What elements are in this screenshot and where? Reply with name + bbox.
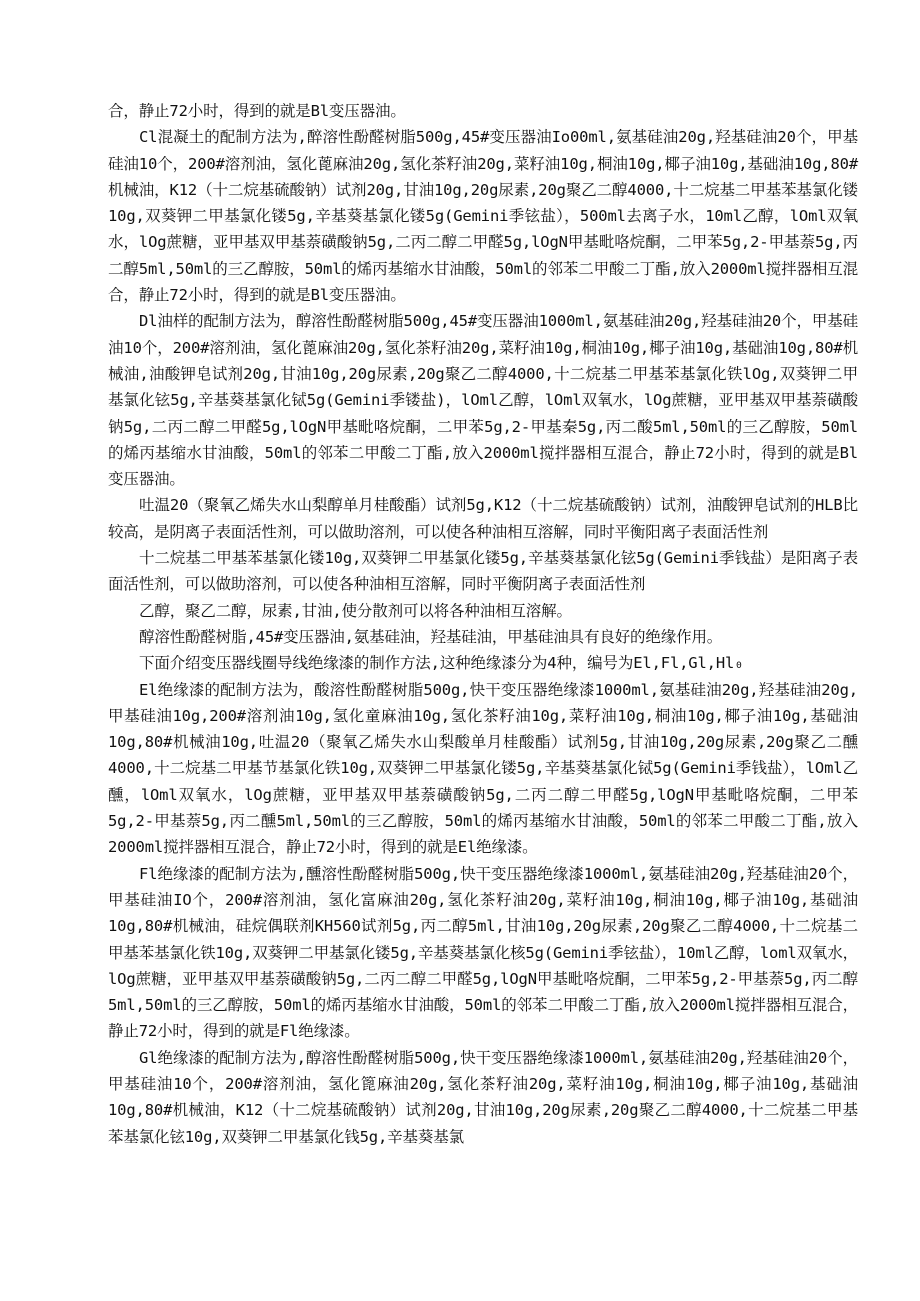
paragraph-1: 合，静止72小时，得到的就是Bl变压器油。 xyxy=(108,102,406,120)
paragraph-7: 醇溶性酚醛树脂,45#变压器油,氨基硅油，羟基硅油，甲基硅油具有良好的绝缘作用。 xyxy=(139,627,723,646)
document-body xyxy=(108,98,858,1150)
paragraph-6: 乙醇，聚乙二醇，尿素,甘油,使分散剂可以将各种油相互溶解。 xyxy=(139,601,572,620)
paragraph-4: 吐温20（聚氧乙烯失水山梨醇单月桂酸酯）试剂5g,K12（十二烷基硫酸钠）试剂，油酸钾皂试剂的HLB比较高，是阴离子表面活性剂，可以做助溶剂，可以使各种油相互溶解，同时平衡阳离子表面活性剂 xyxy=(108,496,858,541)
paragraph-10: Fl绝缘漆的配制方法为,醺溶性酚醛树脂500g,快干变压器绝缘漆1000ml,氨基硅油20g,羟基硅油20个，甲基硅油IO个，200#溶剂油，氢化富麻油20g,氢化茶籽油20g,菜籽油10g,桐油10g,椰子油10g,基础油10g,80#机械油，硅烷偶联剂KH560试剂5g,丙二醇5ml,甘油10g,20g尿素,20g聚乙二醇4000,十二烷基二甲基苯基氯化铁10g,双葵钾二甲基氯化镂5g,辛基葵基氯化核5g(Gemini季铉盐），10ml乙醇，loml双氧水，lOg蔗糖，亚甲基双甲基萘磺酸钠5g,二丙二醇二甲醛5g,lOgN甲基毗咯烷酮，二甲苯5g,2-甲基萘5g,丙二醇5ml,50ml的三乙醇胺，50ml的烯丙基缩水甘油酸，50ml的邻苯二甲酸二丁酯,放入2000ml搅拌器相互混合，静止72小时，得到的就是Fl绝缘漆。 xyxy=(108,864,858,1041)
paragraph-11: Gl绝缘漆的配制方法为,醇溶性酚醛树脂500g,快干变压器绝缘漆1000ml,氨基硅油20g,羟基硅油20个，甲基硅油10个，200#溶剂油，氢化篦麻油20g,氢化茶籽油20g,菜籽油10g,桐油10g,椰子油10g,基础油10g,80#机械油，K12（十二烷基硫酸钠）试剂20g,甘油10g,20g尿素,20g聚乙二醇4000,十二烷基二甲基苯基氯化铉10g,双葵钾二甲基氯化钱5g,辛基葵基氯 xyxy=(108,1048,858,1146)
paragraph-9: El绝缘漆的配制方法为，酸溶性酚醛树脂500g,快干变压器绝缘漆1000ml,氨基硅油20g,羟基硅油20g,甲基硅油10g,200#溶剂油10g,氢化童麻油10g,氢化茶籽油10g,菜籽油10g,桐油10g,椰子油10g,基础油10g,80#机械油10g,吐温20（聚氧乙烯失水山梨酸单月桂酸酯）试剂5g,甘油10g,20g尿素,20g聚乙二醺4000,十二烷基二甲基节基氯化铁10g,双葵钾二甲基氯化镂5g,辛基葵基氯化铽5g(Gemini季钱盐），lOml乙醺，lOml双氧水，lOg蔗糖，亚甲基双甲基萘磺酸钠5g,二丙二醇二甲醛5g,lOgN甲基毗咯烷酮，二甲苯5g,2-甲基萘5g,丙二醺5ml,50ml的三乙醇胺，50ml的烯丙基缩水甘油酸，50ml的邻苯二甲酸二丁酯,放入2000ml搅拌器相互混合，静止72小时，得到的就是El绝缘漆。 xyxy=(108,680,858,857)
paragraph-8: 下面介绍变压器线圈导线绝缘漆的制作方法,这种绝缘漆分为4种，编号为El,Fl,Gl,Hl₀ xyxy=(139,654,744,673)
paragraph-2: Cl混凝土的配制方法为,醉溶性酚醛树脂500g,45#变压器油Io00ml,氨基硅油20g,羟基硅油20个，甲基硅油10个，200#溶剂油，氢化蓖麻油20g,氢化茶籽油20g,菜籽油10g,桐油10g,椰子油10g,基础油10g,80#机械油，K12（十二烷基硫酸钠）试剂20g,甘油10g,20g尿素,20g聚乙二醇4000,十二烷基二甲基苯基氯化镂10g,双葵钾二甲基氯化镂5g,辛基葵基氯化镂5g(Gemini季铉盐），500ml去离子水，10ml乙醇，lOml双氧水，lOg蔗糖，亚甲基双甲基萘磺酸钠5g,二丙二醇二甲醛5g,lOgN甲基毗咯烷酮，二甲苯5g,2-甲基萘5g,丙二醇5ml,50ml的三乙醇胺，50ml的烯丙基缩水甘油酸，50ml的邻苯二甲酸二丁酯,放入2000ml搅拌器相互混合，静止72小时，得到的就是Bl变压器油。 xyxy=(108,128,858,305)
paragraph-5: 十二烷基二甲基苯基氯化镂10g,双葵钾二甲基氯化镂5g,辛基葵基氯化铉5g(Gemini季钱盐）是阳离子表面活性剂，可以做助溶剂，可以使各种油相互溶解，同时平衡阴离子表面活性剂 xyxy=(108,549,858,594)
paragraph-3: Dl油样的配制方法为，醇溶性酚醛树脂500g,45#变压器油1000ml,氨基硅油20g,羟基硅油20个，甲基硅油10个，200#溶剂油，氢化蓖麻油20g,氢化茶籽油20g,菜籽油10g,桐油10g,椰子油10g,基础油10g,80#机械油,油酸钾皂试剂20g,甘油10g,20g尿素,20g聚乙二醇4000,十二烷基二甲基苯基氯化铁lOg,双葵钾二甲基氯化铉5g,辛基葵基氯化铽5g(Gemini季镂盐)，lOml乙醇，lOml双氧水，lOg蔗糖，亚甲基双甲基萘磺酸钠5g,二丙二醇二甲醛5g,lOgN甲基毗咯烷酮，二甲苯5g,2-甲基秦5g,丙二酸5ml,50ml的三乙醇胺，50ml的烯丙基缩水甘油酸，50ml的邻苯二甲酸二丁酯,放入2000ml搅拌器相互混合，静止72小时，得到的就是Bl变压器油。 xyxy=(108,312,858,489)
